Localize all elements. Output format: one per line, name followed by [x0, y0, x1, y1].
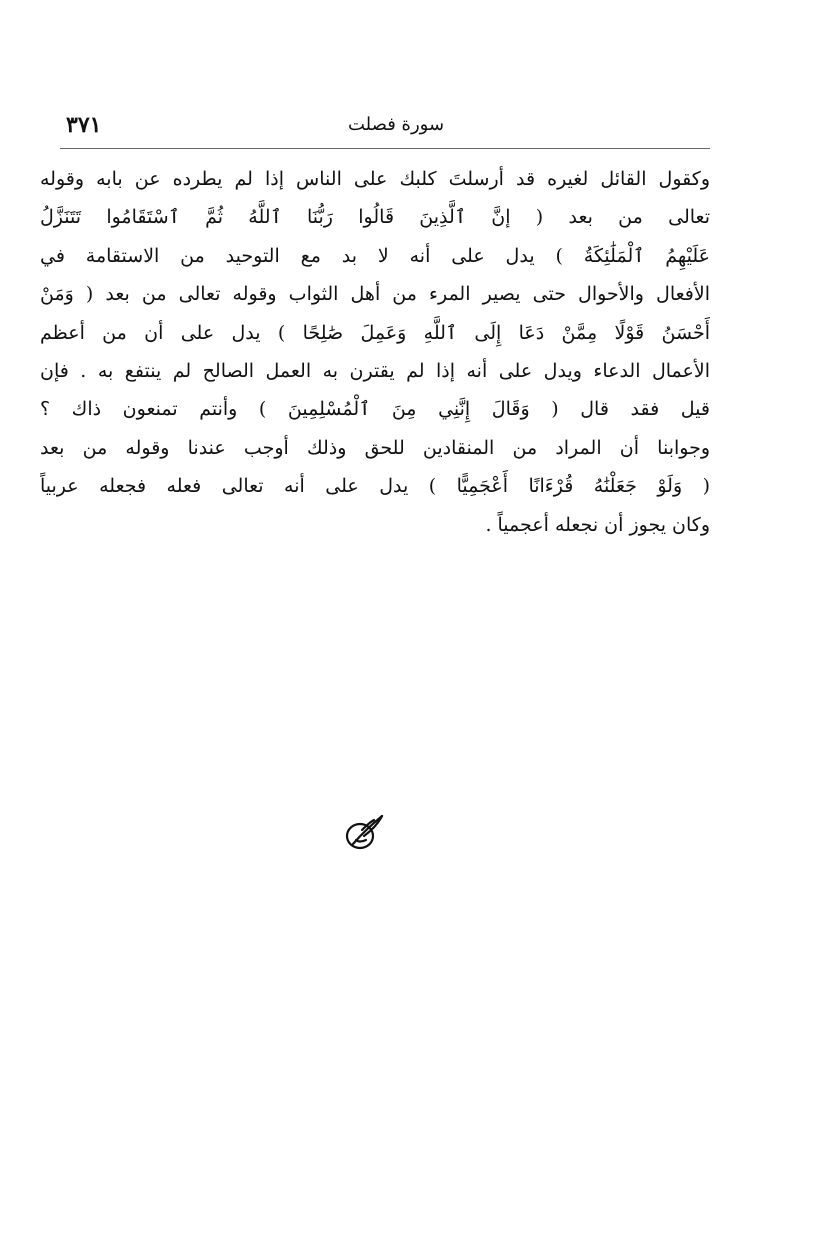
quill-ornament-icon — [340, 810, 388, 858]
page-header — [66, 112, 706, 142]
text-line: أَحْسَنُ قَوْلًا مِمَّنْ دَعَا إِلَى ٱللَّهِ وَعَمِلَ صَٰلِحًا ) يدل على أن من أعظم — [40, 321, 710, 344]
running-title: سورة فصلت — [347, 114, 445, 135]
text-line: تعالى من بعد ( إنَّ ٱلَّذِينَ قَالُوا رَبُّنَا ٱللَّهُ ثُمَّ ٱسْتَقَامُوا تَتَنَزَّلُ — [40, 206, 710, 229]
text-line: قيل فقد قال ( وَقَالَ إِنَّنِي مِنَ ٱلْمُسْلِمِينَ ) وأنتم تمنعون ذاك ؟ — [40, 398, 710, 421]
text-line: وكقول القائل لغيره قد أرسلتَ كلبك على الناس إذا لم يطرده عن بابه وقوله — [40, 168, 710, 190]
text-line: الأفعال والأحوال حتى يصير المرء من أهل الثواب وقوله تعالى من بعد ( وَمَنْ — [40, 283, 710, 306]
header-rule — [60, 148, 710, 149]
text-line: الأعمال الدعاء ويدل على أنه إذا لم يقترن به العمل الصالح لم ينتفع به . فإن — [40, 359, 710, 382]
text-line: وجوابنا أن المراد من المنقادين للحق وذلك أوجب عندنا وقوله من بعد — [40, 436, 710, 459]
text-line: وكان يجوز أن نجعله أعجمياً . — [485, 513, 710, 536]
text-line: ( وَلَوْ جَعَلْنَٰهُ قُرْءَانًا أَعْجَمِيًّا ) يدل على أنه تعالى فعله فجعله عربياً — [40, 475, 710, 498]
text-line: عَلَيْهِمُ ٱلْمَلَٰئِكَةُ ) يدل على أنه لا بد مع التوحيد من الاستقامة في — [40, 244, 710, 267]
body-text — [40, 160, 710, 544]
page-number: ٣٧١ — [66, 112, 102, 138]
